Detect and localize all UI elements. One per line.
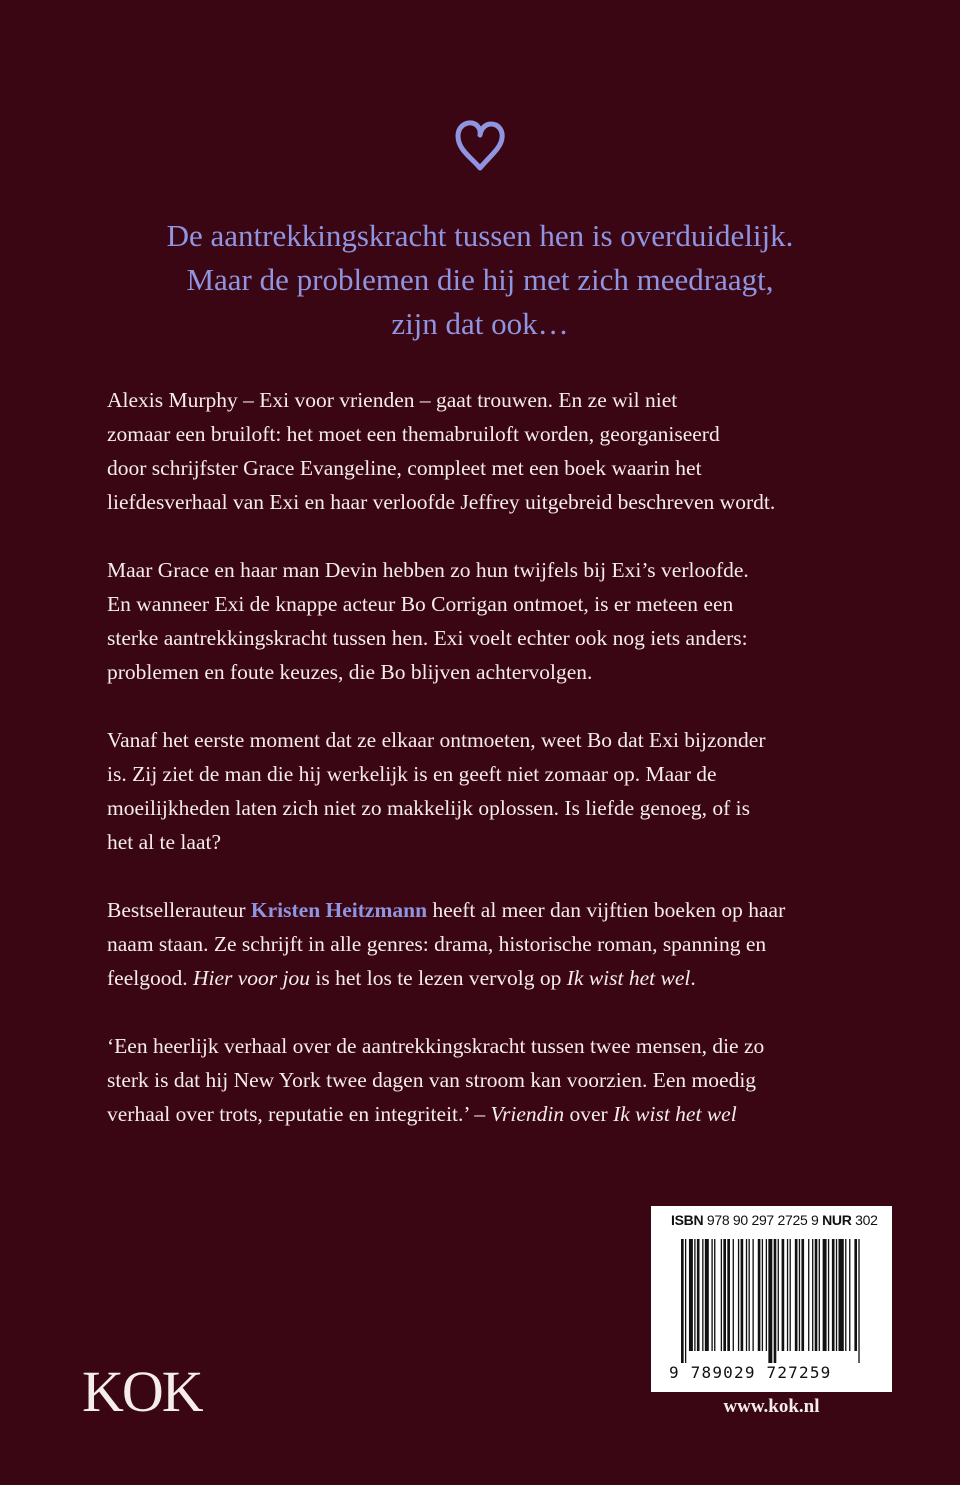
paragraph-summary-2 [107,553,867,689]
barcode-bar [733,1239,734,1351]
book-title: Ik wist het wel [613,1102,737,1126]
text-line: liefdesverhaal van Exi en haar verloofde Jeffrey uitgebreid beschreven wordt. [107,490,776,514]
paragraph-summary-1 [107,383,867,519]
text-line: zomaar een bruiloft: het moet een themabruiloft worden, georganiseerd [107,422,720,446]
barcode-bar [774,1239,777,1363]
barcode-bar [768,1239,772,1363]
barcode-bar [697,1239,700,1351]
isbn-label: ISBN [671,1212,704,1228]
tagline [60,214,900,346]
barcode-bar [685,1239,686,1363]
barcode-bar [832,1239,835,1351]
nur-label: NUR [822,1212,852,1228]
barcode-bar [711,1239,712,1351]
publisher-logo: KOK [82,1359,202,1424]
author-name: Kristen Heitzmann [250,898,428,922]
paragraph-quote [107,1029,867,1131]
tagline-line: zijn dat ook… [391,306,569,341]
text-line: ‘Een heerlijk verhaal over de aantrekkingskracht tussen twee mensen, die zo [107,1034,765,1058]
text-segment: . [690,966,696,990]
barcode-bar [839,1239,844,1351]
barcode-bar [801,1239,804,1351]
barcode-bars [681,1239,861,1363]
text-line: sterk is dat hij New York twee dagen van stroom kan voorzien. Een moedig [107,1068,757,1092]
barcode-bar [790,1239,791,1351]
text-line: naam staan. Ze schrijft in alle genres: drama, historische roman, spanning en [107,932,767,956]
barcode-bar [752,1239,753,1351]
barcode-bar [723,1239,726,1351]
text-line: Maar Grace en haar man Devin hebben zo hun twijfels bij Exi’s verloofde. [107,558,749,582]
barcode-bar [705,1239,709,1351]
book-title: Ik wist het wel [566,966,691,990]
barcode-bar [845,1239,846,1351]
barcode-bar [741,1239,744,1351]
barcode-bar [721,1239,722,1351]
text-line [107,961,867,995]
barcode-bar [854,1239,857,1351]
barcode-bar [762,1239,763,1351]
text-line: door schrijfster Grace Evangeline, compleet met een boek waarin het [107,456,702,480]
text-line: En wanneer Exi de knappe acteur Bo Corrigan ontmoet, is er meteen een [107,592,734,616]
barcode-bar [823,1239,827,1351]
text-line: problemen en foute keuzes, die Bo blijven achtervolgen. [107,660,593,684]
text-segment: is het los te lezen vervolg op [310,966,567,990]
barcode-bar [702,1239,703,1351]
barcode-bar [727,1239,730,1351]
barcode-bar [819,1239,820,1351]
text-line: Vanaf het eerste moment dat ze elkaar ontmoeten, weet Bo dat Exi bijzonder [107,728,766,752]
book-title: Hier voor jou [192,966,311,990]
barcode-bar [795,1239,798,1351]
text-line: is. Zij ziet de man die hij werkelijk is en geeft niet zomaar op. Maar de [107,762,717,786]
barcode-bar [758,1239,761,1351]
paragraph-author [107,893,867,995]
nur-number: 302 [855,1212,878,1228]
paragraph-summary-3 [107,723,867,859]
isbn-line [671,1212,878,1228]
text-line [107,893,867,927]
text-segment: feelgood. [107,966,193,990]
publisher-website: www.kok.nl [723,1396,820,1417]
blurb [107,383,867,1165]
barcode-bar [778,1239,779,1351]
barcode-bar [738,1239,739,1351]
barcode-bar [815,1239,818,1351]
barcode-bar [766,1239,767,1351]
tagline-line: Maar de problemen die hij met zich meedraagt, [186,262,774,297]
text-line: sterke aantrekkingskracht tussen hen. Exi voelt echter ook nog iets anders: [107,626,748,650]
barcode-bar [746,1239,747,1351]
barcode-bar [858,1239,859,1363]
barcode-bar [808,1239,809,1351]
barcode-bar [689,1239,693,1351]
barcode-bar [782,1239,785,1351]
barcode-bar [714,1239,715,1351]
text-line: moeilijkheden laten zich niet zo makkelijk oplossen. Is liefde genoeg, of is [107,796,751,820]
text-line [107,1097,867,1131]
barcode-bar [828,1239,829,1351]
barcode-bar [681,1239,684,1363]
barcode-bar [787,1239,788,1351]
barcode-bar [749,1239,750,1351]
text-segment: over [564,1102,614,1126]
text-line: het al te laat? [107,830,221,854]
text-segment: Bestsellerauteur [107,898,251,922]
text-line: Alexis Murphy – Exi voor vrienden – gaat trouwen. En ze wil niet [107,388,678,412]
barcode-digits: 9 789029 727259 [669,1363,832,1382]
tagline-line: De aantrekkingskracht tussen hen is overduidelijk. [166,218,794,253]
barcode-panel [651,1206,892,1392]
isbn-number: 978 90 297 2725 9 [706,1212,819,1228]
barcode-bar [836,1239,837,1351]
barcode-bar [812,1239,813,1351]
barcode-bar [849,1239,850,1351]
quote-source: Vriendin [490,1102,565,1126]
barcode-bar [694,1239,695,1351]
text-segment: heeft al meer dan vijftien boeken op haar [427,898,786,922]
heart-icon [450,116,510,176]
text-segment: verhaal over trots, reputatie en integriteit.’ – [107,1102,491,1126]
barcode-bar [799,1239,800,1351]
